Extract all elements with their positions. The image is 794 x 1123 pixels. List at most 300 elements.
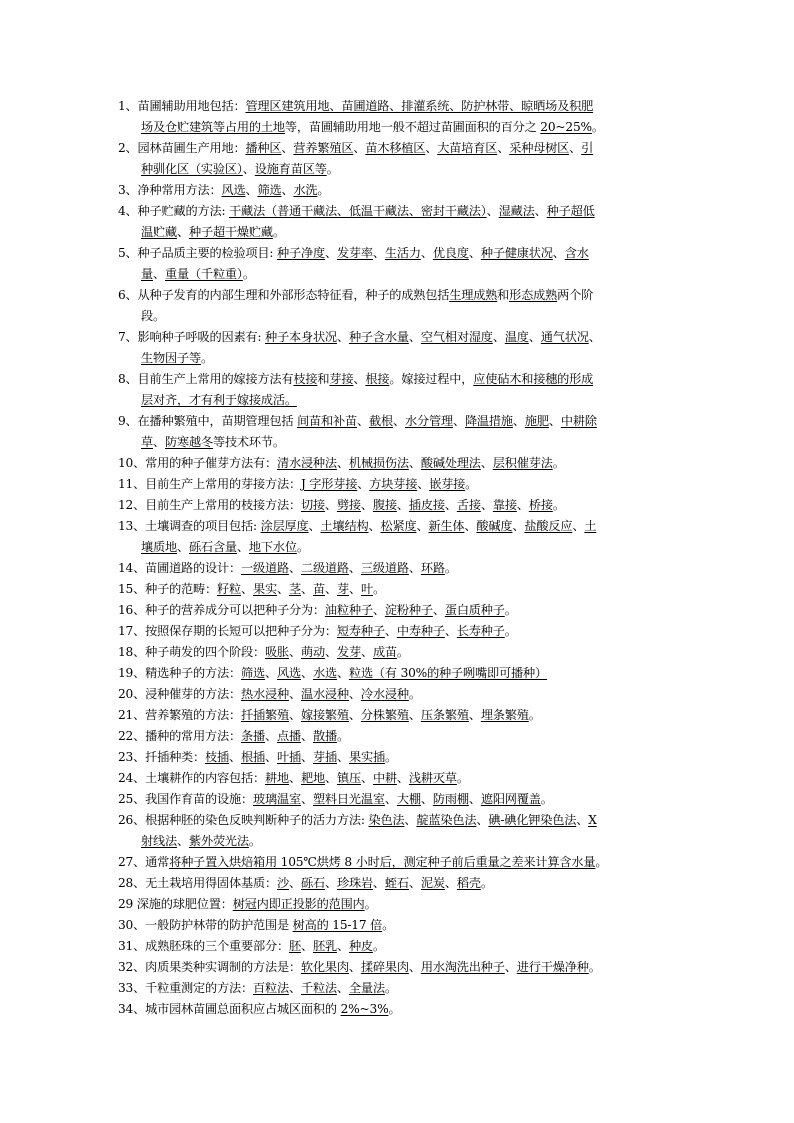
item-text: 、 bbox=[288, 876, 301, 890]
underlined-answer: 分株繁殖 bbox=[360, 708, 409, 722]
item-text: 。 bbox=[336, 729, 349, 743]
underlined-answer: 萌动 bbox=[300, 645, 325, 659]
item-line bbox=[118, 936, 678, 957]
item-text: 、 bbox=[288, 771, 301, 785]
item-text: 17、按照保存期的长短可以把种子分为： bbox=[118, 624, 337, 638]
underlined-answer: 2%~3% bbox=[340, 1002, 389, 1016]
item-text: 、 bbox=[408, 561, 421, 575]
underlined-answer: 松紧度 bbox=[380, 519, 417, 533]
underlined-answer: 含水 bbox=[564, 246, 589, 260]
underlined-answer: 发芽率 bbox=[336, 246, 373, 260]
item-text: 5、种子品质主要的检验项目: bbox=[118, 246, 277, 260]
underlined-answer: 湿藏法 bbox=[498, 204, 535, 218]
underlined-answer: 一级道路 bbox=[241, 561, 289, 575]
underlined-answer: 吸胀 bbox=[264, 645, 289, 659]
item-text: 、 bbox=[452, 414, 465, 428]
item-text: 。 bbox=[540, 792, 553, 806]
item-text: 30、一般防护林带的防护范围是 bbox=[118, 918, 293, 932]
underlined-answer: J 字形芽接 bbox=[300, 477, 358, 491]
underlined-answer: 切接 bbox=[300, 498, 325, 512]
item-continuation-line bbox=[118, 390, 678, 411]
item-text: 20、浸种催芽的方法： bbox=[118, 687, 241, 701]
underlined-answer: 稻壳 bbox=[456, 876, 481, 890]
underlined-answer: 嵌芽接 bbox=[429, 477, 466, 491]
underlined-answer: 风选 bbox=[276, 666, 301, 680]
item-text: 、 bbox=[336, 666, 349, 680]
item-text: 、 bbox=[281, 141, 294, 155]
item-text: 。 bbox=[528, 708, 541, 722]
item-text: 28、无土栽培用得固体基质： bbox=[118, 876, 277, 890]
item-text: 34、城市园林苗圃总面积应占城区面积的 bbox=[118, 1002, 341, 1016]
item-line bbox=[118, 243, 678, 264]
list-item bbox=[118, 852, 678, 873]
item-text: 29 深施的球肥位置： bbox=[118, 897, 233, 911]
item-text: 、 bbox=[497, 141, 510, 155]
item-text: 。 bbox=[272, 225, 285, 239]
item-text: 、 bbox=[229, 750, 242, 764]
underlined-answer: 粒选（有 30%的种子咧嘴即可播种） bbox=[348, 666, 547, 680]
underlined-answer: 芽 bbox=[337, 582, 349, 596]
list-item bbox=[118, 600, 678, 621]
item-line bbox=[118, 957, 678, 978]
underlined-answer: 腹接 bbox=[372, 498, 397, 512]
item-text: 、 bbox=[288, 687, 301, 701]
item-line bbox=[118, 411, 678, 432]
list-item bbox=[118, 243, 678, 285]
underlined-answer: 条播 bbox=[241, 729, 265, 743]
item-text: 、 bbox=[300, 939, 313, 953]
item-text: 10、常用的种子催芽方法有： bbox=[118, 456, 277, 470]
list-item bbox=[118, 369, 678, 411]
item-text: 、 bbox=[368, 519, 381, 533]
underlined-answer: 劈接 bbox=[336, 498, 361, 512]
item-text: 、 bbox=[336, 750, 349, 764]
underlined-answer: 生理成熟 bbox=[449, 288, 498, 302]
item-text: 、 bbox=[288, 561, 301, 575]
item-text: 27、通常 bbox=[118, 855, 170, 869]
underlined-answer: 中耕除 bbox=[560, 414, 597, 428]
underlined-answer: 全量法 bbox=[348, 981, 385, 995]
item-text: 、 bbox=[336, 981, 349, 995]
underlined-answer: 间苗和补苗 bbox=[297, 414, 357, 428]
item-text: 。 bbox=[456, 771, 469, 785]
item-text: 、 bbox=[476, 813, 489, 827]
list-item bbox=[118, 936, 678, 957]
underlined-answer: 千粒法 bbox=[300, 981, 337, 995]
underlined-answer: 桥接 bbox=[528, 498, 553, 512]
item-text: 21、营养繁殖的方法： bbox=[118, 708, 241, 722]
item-text: 。 bbox=[552, 456, 565, 470]
item-text: 。 bbox=[591, 120, 604, 134]
underlined-answer: 泥炭 bbox=[420, 876, 445, 890]
item-text: 24、土壤耕作的内容包括： bbox=[118, 771, 265, 785]
underlined-answer: 遮阳网覆盖 bbox=[480, 792, 541, 806]
item-line bbox=[118, 621, 678, 642]
underlined-answer: 温水浸种 bbox=[300, 687, 349, 701]
underlined-answer: 果实 bbox=[253, 582, 277, 596]
item-text: 、 bbox=[528, 330, 541, 344]
item-line bbox=[118, 684, 678, 705]
item-text: 、 bbox=[176, 834, 189, 848]
item-text: 。 bbox=[373, 582, 385, 596]
underlined-answer: 温贮藏 bbox=[141, 225, 177, 239]
item-text: 、 bbox=[408, 456, 421, 470]
underlined-answer: 浅耕灭草 bbox=[408, 771, 457, 785]
item-line bbox=[118, 999, 678, 1020]
underlined-answer: 种子超干燥贮藏 bbox=[188, 225, 273, 239]
underlined-answer: 树冠内即正投影的范围内 bbox=[232, 897, 365, 911]
item-text: 、 bbox=[236, 540, 249, 554]
underlined-answer: 进行干燥净种 bbox=[516, 960, 589, 974]
item-text: 、 bbox=[372, 876, 385, 890]
item-line bbox=[118, 96, 678, 117]
list-item bbox=[118, 558, 678, 579]
underlined-answer: 量 bbox=[141, 267, 153, 281]
list-item bbox=[118, 201, 678, 243]
underlined-answer: 芽插 bbox=[313, 750, 337, 764]
item-text: 、 bbox=[468, 708, 481, 722]
item-continuation-line bbox=[118, 348, 678, 369]
underlined-answer: 采种母树区 bbox=[509, 141, 570, 155]
underlined-answer: 水选 bbox=[312, 666, 337, 680]
item-text: 、 bbox=[324, 771, 337, 785]
item-line bbox=[118, 285, 678, 306]
underlined-answer: 砾石含量 bbox=[188, 540, 237, 554]
underlined-answer: 茎 bbox=[289, 582, 301, 596]
item-text: 、 bbox=[408, 876, 421, 890]
item-text: 3、净种常用方法： bbox=[118, 183, 222, 197]
underlined-answer: 碘-碘化钾染色法 bbox=[488, 813, 577, 827]
underlined-answer: 耙地 bbox=[300, 771, 325, 785]
item-text: 、 bbox=[281, 183, 294, 197]
underlined-answer: 土 bbox=[584, 519, 597, 533]
item-text: 、 bbox=[348, 708, 361, 722]
item-text: 、 bbox=[444, 624, 457, 638]
item-line bbox=[118, 978, 678, 999]
underlined-answer: 揉碎果肉 bbox=[360, 960, 409, 974]
item-continuation-line bbox=[118, 117, 678, 138]
underlined-answer: 地下水位 bbox=[248, 540, 297, 554]
underlined-answer: 紫外荧光法 bbox=[188, 834, 249, 848]
list-item bbox=[118, 894, 678, 915]
item-text: 、 bbox=[277, 582, 289, 596]
item-text: 、 bbox=[336, 330, 349, 344]
item-text: 、 bbox=[348, 960, 361, 974]
item-line bbox=[118, 873, 678, 894]
underlined-answer: 优良度 bbox=[432, 246, 469, 260]
item-text: 。 bbox=[595, 855, 608, 869]
item-text: 、 bbox=[384, 792, 397, 806]
list-item bbox=[118, 957, 678, 978]
underlined-answer: 种皮 bbox=[348, 939, 373, 953]
underlined-answer: 应使砧木和接穗的形成 bbox=[473, 372, 594, 386]
underlined-answer: 染色法 bbox=[368, 813, 405, 827]
underlined-answer: 埋条繁殖 bbox=[480, 708, 529, 722]
underlined-answer: 长寿种子 bbox=[456, 624, 505, 638]
item-text: 、 bbox=[384, 624, 397, 638]
item-text: 、 bbox=[420, 792, 433, 806]
item-text: 。 bbox=[588, 960, 601, 974]
item-text: 、 bbox=[301, 750, 313, 764]
item-text: 和 bbox=[317, 372, 330, 386]
underlined-answer: 点播 bbox=[276, 729, 301, 743]
underlined-answer: 干藏法（普通干藏法、低温干藏法、密封干藏法） bbox=[229, 204, 487, 218]
underlined-answer: 软化果肉 bbox=[300, 960, 349, 974]
underlined-answer: 空气相对湿度 bbox=[420, 330, 493, 344]
underlined-answer: 冷水浸种 bbox=[360, 687, 409, 701]
underlined-answer: 枝接 bbox=[293, 372, 318, 386]
list-item bbox=[118, 411, 678, 453]
underlined-answer: 嫁接繁殖 bbox=[300, 708, 349, 722]
list-item bbox=[118, 516, 678, 558]
underlined-answer: 层对齐，才有利于嫁接成活。 bbox=[141, 393, 297, 407]
document-body bbox=[118, 96, 678, 1020]
item-text: 、 bbox=[512, 414, 525, 428]
underlined-answer: 胚乳 bbox=[312, 939, 337, 953]
underlined-answer: 三级道路 bbox=[360, 561, 409, 575]
item-line bbox=[118, 138, 678, 159]
item-text: 、 bbox=[396, 771, 409, 785]
underlined-answer: 水分管理 bbox=[404, 414, 453, 428]
item-text: 、 bbox=[516, 498, 529, 512]
item-text: 。 bbox=[408, 687, 421, 701]
item-line bbox=[118, 810, 678, 831]
underlined-answer: 施肥 bbox=[524, 414, 549, 428]
item-text: 、 bbox=[444, 498, 457, 512]
item-line bbox=[118, 915, 678, 936]
underlined-answer: 机械损伤法 bbox=[348, 456, 409, 470]
item-text: 、 bbox=[492, 330, 505, 344]
list-item bbox=[118, 180, 678, 201]
underlined-answer: 短寿种子 bbox=[336, 624, 385, 638]
underlined-answer: 壤质地 bbox=[141, 540, 177, 554]
item-line bbox=[118, 369, 678, 390]
list-item bbox=[118, 474, 678, 495]
underlined-answer: 种子净度 bbox=[276, 246, 325, 260]
item-text: 、 bbox=[404, 813, 417, 827]
item-text: 、 bbox=[264, 666, 277, 680]
underlined-answer: 大苗培育区 bbox=[437, 141, 498, 155]
item-line bbox=[118, 789, 678, 810]
item-text: 、 bbox=[372, 603, 385, 617]
item-text: 、 bbox=[324, 645, 337, 659]
underlined-answer: 大棚 bbox=[396, 792, 421, 806]
item-text: 、 bbox=[264, 729, 277, 743]
item-text: 、 bbox=[325, 582, 337, 596]
item-text: 、 bbox=[576, 813, 589, 827]
item-text: 。 bbox=[396, 645, 409, 659]
underlined-answer: 射线法 bbox=[141, 834, 177, 848]
item-text: 16、种子的营养成分可以把种子分为： bbox=[118, 603, 325, 617]
list-item bbox=[118, 285, 678, 327]
item-text: 。 bbox=[388, 1002, 401, 1016]
item-text: 、 bbox=[588, 330, 601, 344]
list-item bbox=[118, 96, 678, 138]
item-text: 。 bbox=[444, 561, 457, 575]
item-text: 、 bbox=[348, 687, 361, 701]
underlined-answer: 叶插 bbox=[277, 750, 301, 764]
item-text: 、 bbox=[417, 477, 430, 491]
item-text: 32、肉质果类种实调制的方法是： bbox=[118, 960, 301, 974]
item-text: 、 bbox=[336, 456, 349, 470]
underlined-answer: 种子超低 bbox=[546, 204, 595, 218]
list-item bbox=[118, 768, 678, 789]
underlined-answer: 酸碱处理法 bbox=[420, 456, 481, 470]
item-text: 、 bbox=[408, 330, 421, 344]
item-text: 9、在播种繁殖中，苗期管理包括 bbox=[118, 414, 298, 428]
item-text: 、 bbox=[480, 498, 493, 512]
item-text: 、 bbox=[360, 771, 373, 785]
item-text: 、 bbox=[408, 960, 421, 974]
item-text: 、 bbox=[153, 435, 165, 449]
list-item bbox=[118, 999, 678, 1020]
underlined-answer: 风选 bbox=[221, 183, 246, 197]
item-text: 。 bbox=[465, 477, 478, 491]
item-text: 、 bbox=[420, 246, 433, 260]
underlined-answer: 发芽 bbox=[336, 645, 361, 659]
list-item bbox=[118, 579, 678, 600]
item-text: 、 bbox=[265, 750, 278, 764]
item-text: 6、从种子发育的内部生理和外部形态特征看，种子的成熟包括 bbox=[118, 288, 450, 302]
item-text: 。 bbox=[296, 540, 309, 554]
item-text: 26、根据种胚的染色反映判断种子的活力方法: bbox=[118, 813, 369, 827]
underlined-answer: 筛选 bbox=[241, 666, 265, 680]
item-text: 。 bbox=[242, 267, 255, 281]
item-text: 、 bbox=[300, 792, 313, 806]
item-text: 等，苗圃辅助用地一般不超过苗圃面积的百分之 bbox=[284, 120, 541, 134]
item-text: 、 bbox=[396, 498, 409, 512]
underlined-answer: 蛋白质种子 bbox=[444, 603, 505, 617]
item-text: 、 bbox=[512, 519, 525, 533]
item-text: 1、苗圃辅助用地包括： bbox=[118, 99, 246, 113]
list-item bbox=[118, 495, 678, 516]
list-item bbox=[118, 747, 678, 768]
underlined-answer: 压条繁殖 bbox=[420, 708, 469, 722]
underlined-answer: 二级道路 bbox=[300, 561, 349, 575]
item-text: 、 bbox=[349, 582, 361, 596]
item-text: 、 bbox=[176, 540, 189, 554]
item-text: 、 bbox=[572, 519, 585, 533]
item-text: 、 bbox=[245, 183, 258, 197]
item-text: 15、种子的范畴： bbox=[118, 582, 218, 596]
item-text: 、 bbox=[153, 267, 165, 281]
item-text: 。 bbox=[384, 750, 397, 764]
item-text: 、 bbox=[336, 939, 349, 953]
underlined-answer: 设施育苗区等 bbox=[254, 162, 327, 176]
item-text: 、 bbox=[324, 876, 337, 890]
underlined-answer: 塑料日光温室 bbox=[312, 792, 385, 806]
item-text: 、 bbox=[357, 414, 369, 428]
item-text: 11、目前生产上常用的芽接方法： bbox=[118, 477, 301, 491]
item-line bbox=[118, 747, 678, 768]
list-item bbox=[118, 915, 678, 936]
item-text: 、 bbox=[353, 141, 366, 155]
underlined-answer: 种子健康状况 bbox=[480, 246, 553, 260]
item-text: 。 bbox=[504, 603, 517, 617]
underlined-answer: 苗木移植区 bbox=[365, 141, 426, 155]
item-text: 。 bbox=[326, 162, 339, 176]
item-text: 、 bbox=[241, 582, 254, 596]
underlined-answer: 耕地 bbox=[264, 771, 289, 785]
item-line bbox=[118, 495, 678, 516]
item-continuation-line bbox=[118, 222, 678, 243]
item-continuation-line bbox=[118, 159, 678, 180]
item-text: 、 bbox=[301, 582, 313, 596]
item-text: 、 bbox=[392, 414, 405, 428]
underlined-answer: 砾石 bbox=[300, 876, 325, 890]
underlined-answer: 筛选 bbox=[257, 183, 282, 197]
item-text: 、 bbox=[548, 414, 561, 428]
item-text: 、 bbox=[486, 204, 499, 218]
item-text: 。 bbox=[248, 834, 261, 848]
underlined-answer: 靛蓝染色法 bbox=[416, 813, 477, 827]
underlined-answer: 营养繁殖区 bbox=[293, 141, 354, 155]
item-text: 、 bbox=[324, 246, 337, 260]
item-text: 、 bbox=[408, 708, 421, 722]
item-text: 、 bbox=[468, 246, 481, 260]
item-text: 、 bbox=[242, 162, 255, 176]
underlined-answer: X bbox=[588, 813, 597, 827]
item-line bbox=[118, 642, 678, 663]
underlined-answer: 引 bbox=[581, 141, 594, 155]
underlined-answer: 镇压 bbox=[336, 771, 361, 785]
underlined-answer: 通气状况 bbox=[540, 330, 589, 344]
list-item bbox=[118, 789, 678, 810]
item-text: 、 bbox=[569, 141, 582, 155]
list-item bbox=[118, 978, 678, 999]
underlined-answer: 种驯化区（实验区） bbox=[141, 162, 243, 176]
item-continuation-line bbox=[118, 306, 678, 327]
item-text: 。 bbox=[372, 939, 385, 953]
item-text: 、 bbox=[432, 603, 445, 617]
item-text: 19、精选种子的方法： bbox=[118, 666, 241, 680]
underlined-answer: 芽接 bbox=[329, 372, 354, 386]
list-item bbox=[118, 873, 678, 894]
underlined-answer: 苗 bbox=[313, 582, 325, 596]
item-continuation-line bbox=[118, 432, 678, 453]
item-text: 、 bbox=[324, 498, 337, 512]
underlined-answer: 舌接 bbox=[456, 498, 481, 512]
item-text: 、 bbox=[444, 876, 457, 890]
item-line bbox=[118, 180, 678, 201]
item-text: 7、影响种子呼吸的因素有: bbox=[118, 330, 265, 344]
underlined-answer: 20~25% bbox=[540, 120, 592, 134]
underlined-answer: 根插 bbox=[241, 750, 266, 764]
underlined-answer: 油粒种子 bbox=[324, 603, 373, 617]
item-text: 13、土壤调查的项目包括: bbox=[118, 519, 261, 533]
underlined-answer: 果实插 bbox=[348, 750, 385, 764]
item-text: 、 bbox=[348, 561, 361, 575]
item-text: 。 bbox=[200, 351, 213, 365]
underlined-answer: 中耕 bbox=[372, 771, 397, 785]
item-text: 、 bbox=[480, 456, 493, 470]
item-text: 23、扦插种类： bbox=[118, 750, 206, 764]
item-text: 、 bbox=[416, 519, 429, 533]
underlined-answer: 玻璃温室 bbox=[252, 792, 301, 806]
underlined-answer: 层积催芽法 bbox=[492, 456, 553, 470]
item-text: 、 bbox=[353, 372, 366, 386]
list-item bbox=[118, 810, 678, 852]
item-text: 8、目前生产上常用的嫁接方法有 bbox=[118, 372, 294, 386]
item-text: 。 bbox=[480, 876, 493, 890]
underlined-answer: 枝插 bbox=[205, 750, 230, 764]
underlined-answer: 草 bbox=[141, 435, 153, 449]
list-item bbox=[118, 453, 678, 474]
list-item bbox=[118, 642, 678, 663]
underlined-answer: 中寿种子 bbox=[396, 624, 445, 638]
item-text: 。 bbox=[384, 981, 397, 995]
list-item bbox=[118, 138, 678, 180]
